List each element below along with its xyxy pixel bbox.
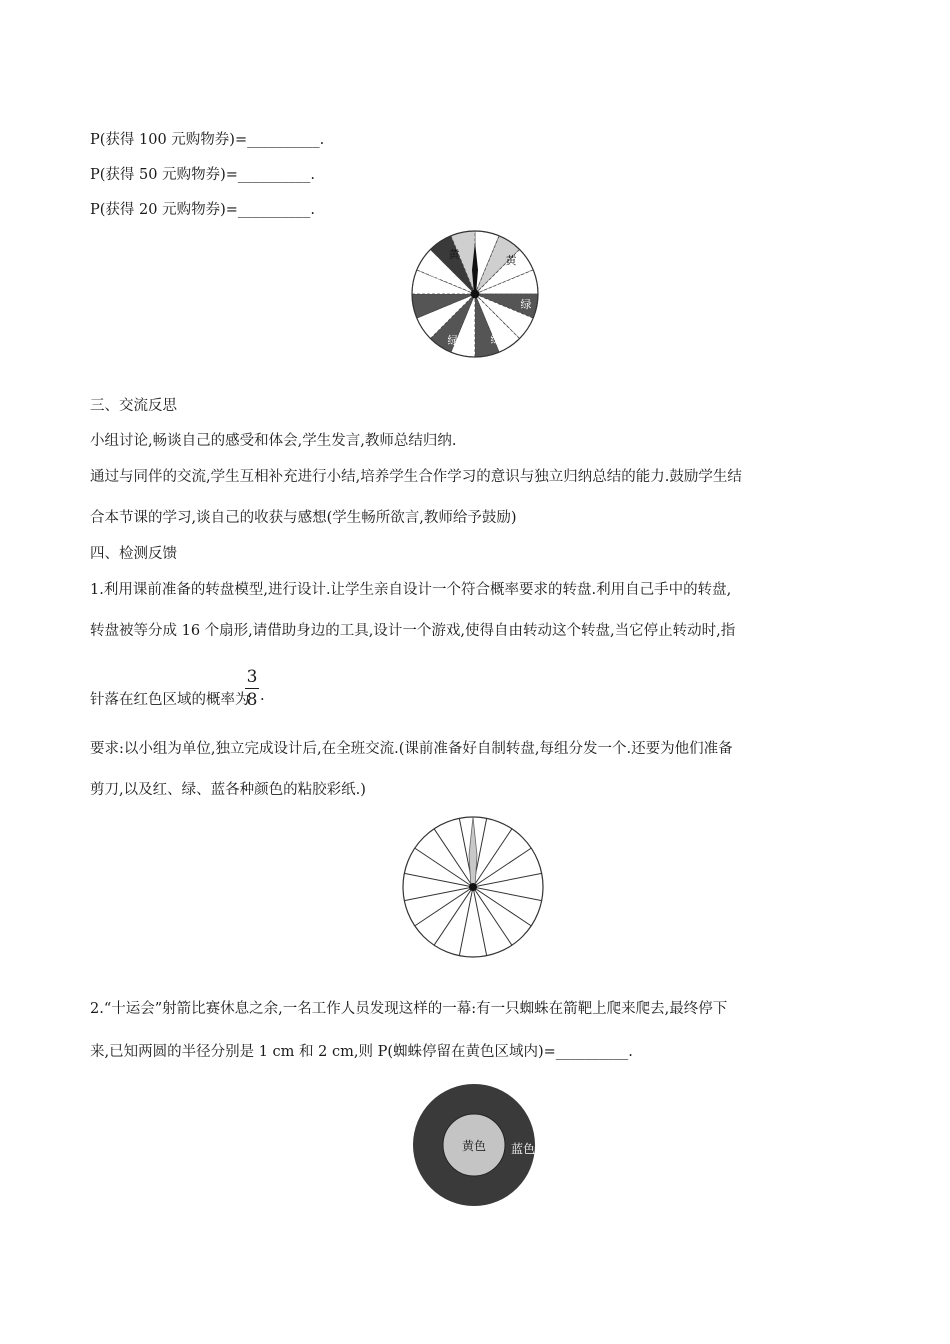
- fraction-numerator: 3: [246, 667, 258, 687]
- section3-p1: 小组讨论,畅谈自己的感受和体会,学生发言,教师总结归纳.: [90, 433, 457, 449]
- label-green-4: 绿: [447, 334, 459, 347]
- requirement-line-a: 要求:以小组为单位,独立完成设计后,在全班交流.(课前准备好自制转盘,每组分发一个.还要为他们准备: [90, 741, 733, 757]
- q1-line-b: 转盘被等分成 16 个扇形,请借助身边的工具,设计一个游戏,使得自由转动这个转盘,当它停止转动时,指: [90, 623, 736, 639]
- fraction-denominator: 8: [246, 690, 258, 710]
- blank-spinner: [400, 815, 550, 965]
- q1-end-period: .: [260, 688, 265, 704]
- q1-line-a: 1.利用课前准备的转盘模型,进行设计.让学生亲自设计一个符合概率要求的转盘.利用自己手中的转盘,: [90, 582, 732, 598]
- prob-20: P(获得 20 元购物券)=__________.: [90, 202, 315, 218]
- prob-50: P(获得 50 元购物券)=__________.: [90, 167, 315, 183]
- section3-p2b: 合本节课的学习,谈自己的收获与感想(学生畅所欲言,教师给予鼓励): [90, 510, 517, 526]
- section3-heading: 三、交流反思: [90, 398, 177, 414]
- q2-line-b: 来,已知两圆的半径分别是 1 cm 和 2 cm,则 P(蜘蛛停留在黄色区域内)=__________.: [90, 1044, 633, 1060]
- label-yellow-1: 黄: [448, 248, 460, 261]
- label-red: 红: [430, 271, 442, 284]
- q2-line-a: 2.“十运会”射箭比赛休息之余,一名工作人员发现这样的一幕:有一只蜘蛛在箭靶上爬来爬去,最终停下: [90, 1001, 728, 1017]
- prob-100: P(获得 100 元购物券)=__________.: [90, 132, 325, 148]
- spinner2-hub: [469, 883, 477, 891]
- section3-p2a: 通过与同伴的交流,学生互相补充进行小结,培养学生合作学习的意识与独立归纳总结的能力.鼓励学生结: [90, 469, 742, 485]
- q1-line-c: 针落在红色区域的概率为: [90, 692, 250, 708]
- requirement-line-b: 剪刀,以及红、绿、蓝各种颜色的粘胶彩纸.): [90, 782, 366, 798]
- label-yellow-2: 黄: [505, 254, 517, 267]
- archery-target: [405, 1083, 545, 1213]
- label-yellow-region: 黄色: [461, 1139, 487, 1153]
- colored-spinner: [405, 230, 545, 370]
- fraction-bar: [245, 688, 259, 689]
- label-green-1: 绿: [520, 298, 532, 311]
- label-blue-region: 蓝色: [510, 1142, 536, 1156]
- spinner-hub: [471, 290, 480, 299]
- label-green-3: 绿: [490, 333, 502, 346]
- label-green-2: 绿: [426, 315, 438, 328]
- section4-heading: 四、检测反馈: [90, 546, 177, 562]
